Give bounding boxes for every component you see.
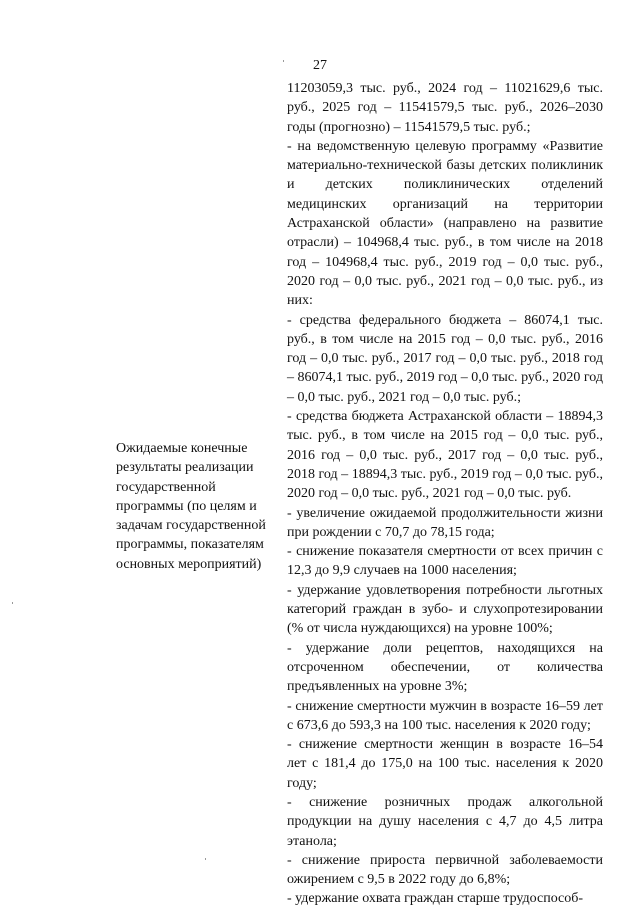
paragraph: - увеличение ожидаемой продолжительности жизни при рождении с 70,7 до 78,15 года; <box>287 505 603 540</box>
paragraph: - удержание охвата граждан старше трудоспособ- <box>287 891 584 907</box>
paragraph: 11203059,3 тыс. руб., 2024 год – 11021629,6 тыс. руб., 2025 год – 11541579,5 тыс. руб., 2026–2030 годы (прогнозно) – 11541579,5 тыс. руб.; <box>287 81 603 135</box>
paragraph: - снижение розничных продаж алкогольной продукции на душу населения с 4,7 до 4,5 литра этанола; <box>287 794 603 849</box>
page-number: 27 <box>313 58 327 73</box>
section-content <box>287 79 603 909</box>
paragraph: - снижение прироста первичной заболеваемости ожирением с 9,5 в 2022 году до 6,8%; <box>287 852 603 888</box>
paragraph: - снижение смертности женщин в возрасте 16–54 лет с 181,4 до 175,0 на 100 тыс. населения к 2020 году; <box>287 737 603 791</box>
scan-mark <box>12 602 13 604</box>
paragraph: - удержание удовлетворения потребности льготных категорий граждан в зубо- и слухопротезировании (% от числа нуждающихся) на уровне 100%; <box>287 582 603 637</box>
paragraph: - снижение смертности мужчин в возрасте 16–59 лет с 673,6 до 593,3 на 100 тыс. населения к 2020 году; <box>287 698 603 733</box>
paragraph: - средства федерального бюджета – 86074,1 тыс. руб., в том числе на 2015 год – 0,0 тыс. руб., 2016 год – 0,0 тыс. руб., 2017 год – 0,0 тыс. руб., 2018 год – 86074,1 тыс. руб., 2019 год – 0,0 тыс. руб., 2020 год – 0,0 тыс. руб., 2021 год – 0,0 тыс. руб.; <box>287 312 603 405</box>
section-label: Ожидаемые конечные результаты реализации государственной программы (по целям и задачам государственной программы, показателям основных мероприятий) <box>116 441 266 572</box>
paragraph: - удержание доли рецептов, находящихся на отсроченном обеспечении, от количества предъявленных на уровне 3%; <box>287 640 603 695</box>
paragraph: - средства бюджета Астраханской области – 18894,3 тыс. руб., в том числе на 2015 год – 0,0 тыс. руб., 2016 год – 0,0 тыс. руб., 2017 год – 0,0 тыс. руб., 2018 год – 18894,3 тыс. руб., 2019 год – 0,0 тыс. руб., 2020 год – 0,0 тыс. руб., 2021 год – 0,0 тыс. руб. <box>287 409 603 502</box>
paragraph: - на ведомственную целевую программу «Развитие материально-технической базы детских поликлиник и детских поликлинических отделений медицинских организаций на территории Астраханской области» (направлено на развитие отрасли) – 104968,4 тыс. руб., в том числе на 2018 год – 104968,4 тыс. руб., 2019 год – 0,0 тыс. руб., 2020 год – 0,0 тыс. руб., 2021 год – 0,0 тыс. руб., из них: <box>287 138 603 309</box>
paragraph: - снижение показателя смертности от всех причин с 12,3 до 9,9 случаев на 1000 населения; <box>287 544 603 579</box>
scan-mark <box>283 60 284 62</box>
scan-mark <box>205 858 206 860</box>
